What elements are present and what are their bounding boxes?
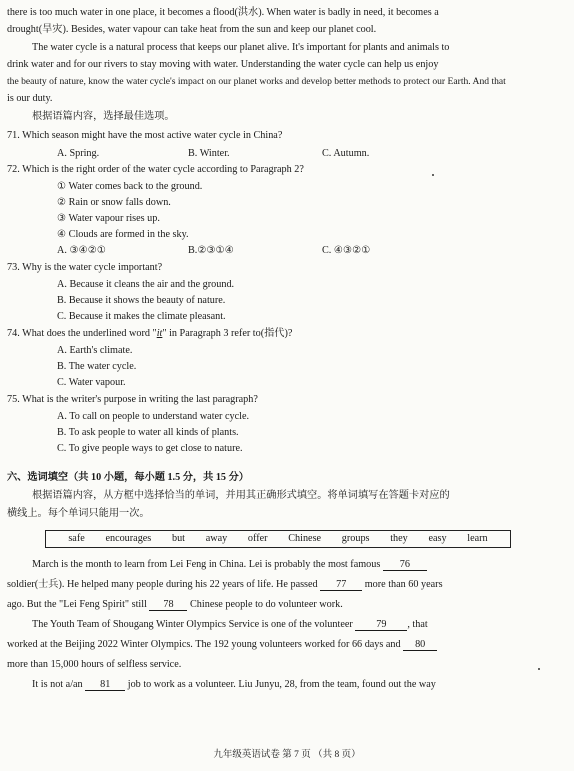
option-73c: C. Because it makes the climate pleasant. — [57, 311, 226, 322]
word-bank-item: learn — [467, 532, 488, 544]
option-74c: C. Water vapour. — [57, 377, 126, 388]
word-bank-item: groups — [341, 532, 370, 544]
question-72: 72. Which is the right order of the water cycle according to Paragraph 2? — [7, 164, 304, 175]
word-bank-item: safe — [68, 532, 85, 544]
passage-line: is our duty. — [7, 93, 53, 104]
blank-76: 76 — [383, 560, 427, 571]
reading-instruction: 根据语篇内容，选择最佳选项。 — [32, 111, 175, 122]
word-bank-item: easy — [428, 532, 447, 544]
option-73a: A. Because it cleans the air and the ground. — [57, 279, 235, 290]
section-instruction: 根据语篇内容，从方框中选择恰当的单词，并用其正确形式填空。将单词填写在答题卡对应的 — [32, 490, 450, 501]
option-71c: C. Autumn. — [322, 148, 370, 159]
step-2: ② Rain or snow falls down. — [57, 197, 171, 208]
option-75b: B. To ask people to water all kinds of plants. — [57, 427, 239, 438]
word-bank-item: encourages — [105, 532, 152, 544]
section-instruction: 横线上。每个单词只能用一次。 — [7, 508, 150, 519]
passage-line: drink water and for our rivers to stay moving with water. Understanding the water cycle can help us enjoy — [7, 59, 439, 70]
passage-line: drought(旱灾). Besides, water vapour can take heat from the sun and keep our planet cool. — [7, 24, 377, 35]
blank-78: 78 — [149, 600, 187, 611]
blank-81: 81 — [85, 680, 125, 691]
blank-77: 77 — [320, 580, 362, 591]
word-bank-item: offer — [247, 532, 268, 544]
word-bank-item: Chinese — [288, 532, 322, 544]
word-bank-item: they — [390, 532, 408, 544]
cloze-line: worked at the Beijing 2022 Winter Olympics. The 192 young volunteers worked for 66 days and 80 — [7, 640, 437, 651]
option-74b: B. The water cycle. — [57, 361, 137, 372]
cloze-line: March is the month to learn from Lei Feng in China. Lei is probably the most famous 76 — [32, 560, 427, 571]
step-4: ④ Clouds are formed in the sky. — [57, 229, 189, 240]
option-72c: C. ④③②① — [322, 245, 371, 256]
cloze-line: The Youth Team of Shougang Winter Olympics Service is one of the volunteer 79 , that — [32, 619, 428, 630]
option-74a: A. Earth's climate. — [57, 345, 133, 356]
blank-79: 79 — [355, 620, 407, 631]
option-72a: A. ③④②① — [57, 245, 106, 256]
word-bank — [45, 530, 511, 548]
underlined-word: it — [156, 328, 163, 339]
section-title: 六、选词填空（共 10 小题，每小题 1.5 分，共 15 分） — [7, 472, 249, 483]
option-75c: C. To give people ways to get close to nature. — [57, 443, 243, 454]
word-bank-item: but — [171, 532, 186, 544]
option-75a: A. To call on people to understand water cycle. — [57, 411, 250, 422]
speck — [432, 174, 434, 176]
passage-line: the beauty of nature, know the water cycle's impact on our planet works and develop better methods to protect our Earth. And that — [7, 76, 506, 87]
passage-line: there is too much water in one place, it becomes a flood(洪水). When water is badly in need, it becomes a — [7, 7, 439, 18]
step-1: ① Water comes back to the ground. — [57, 181, 203, 192]
option-71b: B. Winter. — [188, 148, 230, 159]
question-75: 75. What is the writer's purpose in writing the last paragraph? — [7, 394, 258, 405]
question-74: 74. What does the underlined word "it" in Paragraph 3 refer to(指代)? — [7, 328, 293, 339]
speck — [538, 668, 540, 670]
word-bank-item: away — [205, 532, 228, 544]
option-71a: A. Spring. — [57, 148, 100, 159]
cloze-line: It is not a/an 81 job to work as a volunteer. Liu Junyu, 28, from the team, found out the way — [32, 679, 436, 690]
page-footer: 九年级英语试卷 第 7 页 （共 8 页） — [213, 750, 361, 760]
cloze-line: ago. But the "Lei Feng Spirit" still 78 Chinese people to do volunteer work. — [7, 599, 343, 610]
option-73b: B. Because it shows the beauty of nature. — [57, 295, 226, 306]
cloze-line: soldier(士兵). He helped many people during his 22 years of life. He passed 77 more than 60 years — [7, 579, 443, 590]
passage-line: The water cycle is a natural process that keeps our planet alive. It's important for plants and animals to — [32, 42, 450, 53]
cloze-line: more than 15,000 hours of selfless service. — [7, 659, 182, 670]
blank-80: 80 — [403, 640, 437, 651]
question-71: 71. Which season might have the most active water cycle in China? — [7, 130, 283, 141]
option-72b: B.②③①④ — [188, 245, 234, 256]
question-73: 73. Why is the water cycle important? — [7, 262, 163, 273]
step-3: ③ Water vapour rises up. — [57, 213, 160, 224]
